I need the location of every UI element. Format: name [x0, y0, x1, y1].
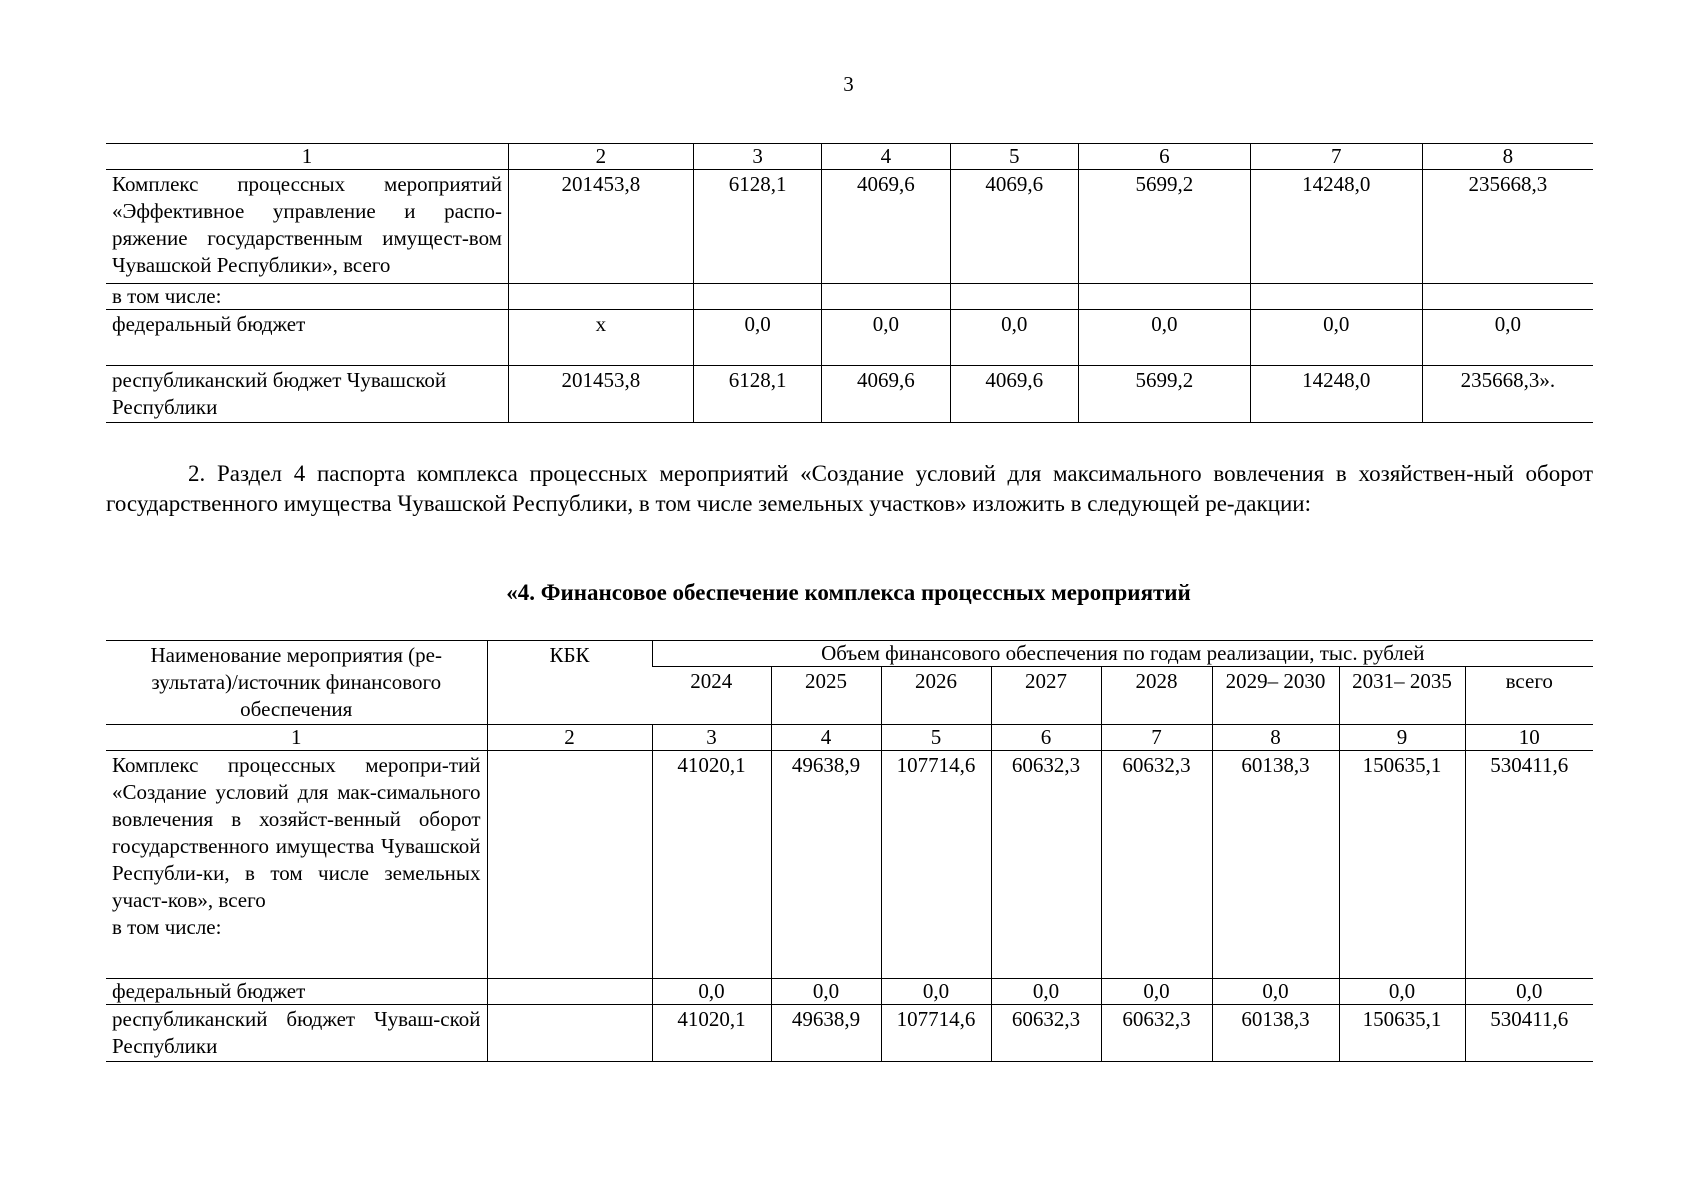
table-cell: 41020,1 — [652, 1005, 771, 1062]
table-cell: 0,0 — [1250, 310, 1422, 366]
table-cell: 0,0 — [1422, 310, 1593, 366]
table-cell: 0,0 — [881, 979, 991, 1005]
table-cell — [693, 284, 821, 310]
table-cell: 0,0 — [771, 979, 881, 1005]
table-cell: 60632,3 — [1101, 1005, 1212, 1062]
page-number: 3 — [843, 72, 854, 96]
table-cell: 14248,0 — [1250, 170, 1422, 284]
table-cell: 0,0 — [652, 979, 771, 1005]
year-header: 2024 — [652, 667, 771, 725]
table-row — [106, 310, 1593, 366]
row-label: Комплекс процессных мероприятий «Эффективное управление и распо-ряжение государственным имущест-вом Чувашской Республики», всего — [106, 170, 508, 284]
table-cell: 6128,1 — [693, 366, 821, 423]
table-cell: 4069,6 — [950, 170, 1078, 284]
table-cell: 0,0 — [1465, 979, 1593, 1005]
table1-header-row — [106, 144, 1593, 170]
column-number: 7 — [1101, 725, 1212, 751]
table-row — [106, 366, 1593, 423]
table-row — [106, 751, 1593, 979]
kbk-cell — [487, 979, 652, 1005]
column-number: 6 — [991, 725, 1101, 751]
table-cell: 60138,3 — [1212, 751, 1339, 979]
row-label: в том числе: — [106, 284, 508, 310]
table-cell: 0,0 — [1339, 979, 1465, 1005]
table-cell: 530411,6 — [1465, 751, 1593, 979]
table-cell: 4069,6 — [822, 170, 950, 284]
table-cell: 235668,3». — [1422, 366, 1593, 423]
column-number: 2 — [487, 725, 652, 751]
table-cell: 60632,3 — [991, 1005, 1101, 1062]
table-cell: 107714,6 — [881, 751, 991, 979]
table-cell: 4069,6 — [822, 366, 950, 423]
total-header: всего — [1465, 667, 1593, 725]
table-cell: 0,0 — [1101, 979, 1212, 1005]
table-cell: 150635,1 — [1339, 1005, 1465, 1062]
table-cell: 235668,3 — [1422, 170, 1593, 284]
year-header: 2029– 2030 — [1212, 667, 1339, 725]
table1-col-number: 1 — [106, 144, 508, 170]
table-cell: 60632,3 — [991, 751, 1101, 979]
table-row — [106, 1005, 1593, 1062]
column-number: 4 — [771, 725, 881, 751]
row-sublabel: в том числе: — [112, 915, 222, 939]
year-header: 2028 — [1101, 667, 1212, 725]
kbk-cell — [487, 751, 652, 979]
table-cell: 530411,6 — [1465, 1005, 1593, 1062]
table-cell: 0,0 — [1078, 310, 1250, 366]
row-label: федеральный бюджет — [106, 979, 487, 1005]
table1-col-number: 2 — [508, 144, 693, 170]
table-cell: 107714,6 — [881, 1005, 991, 1062]
column-number: 9 — [1339, 725, 1465, 751]
table-cell: 0,0 — [991, 979, 1101, 1005]
table1-col-number: 8 — [1422, 144, 1593, 170]
table1-col-number: 4 — [822, 144, 950, 170]
table1-col-number: 3 — [693, 144, 821, 170]
row-label: республиканский бюджет Чуваш-ской Республики — [106, 1005, 487, 1062]
table-cell: 4069,6 — [950, 366, 1078, 423]
name-column-header: Наименование мероприятия (ре-зультата)/источник финансового обеспечения — [106, 641, 487, 725]
table-cell: 60138,3 — [1212, 1005, 1339, 1062]
funding-table-previous — [106, 143, 1593, 423]
year-header: 2025 — [771, 667, 881, 725]
table-cell — [822, 284, 950, 310]
table-cell: х — [508, 310, 693, 366]
table-cell — [950, 284, 1078, 310]
column-number: 1 — [106, 725, 487, 751]
table-cell: 49638,9 — [771, 1005, 881, 1062]
table-cell: 41020,1 — [652, 751, 771, 979]
kbk-column-header: КБК — [487, 641, 652, 725]
column-number: 10 — [1465, 725, 1593, 751]
table-cell: 0,0 — [1212, 979, 1339, 1005]
kbk-cell — [487, 1005, 652, 1062]
table-cell: 0,0 — [693, 310, 821, 366]
row-label: федеральный бюджет — [106, 310, 508, 366]
amendment-paragraph: 2. Раздел 4 паспорта комплекса процессных мероприятий «Создание условий для максимального вовлечения в хозяйствен-ный оборот государственного имущества Чувашской Республики, в том числе земельных участков» изложить в следующей ре-дакции: — [106, 461, 1593, 516]
table2-header-row — [106, 641, 1593, 667]
table-cell: 6128,1 — [693, 170, 821, 284]
row-label-cell — [106, 751, 487, 979]
table1-col-number: 7 — [1250, 144, 1422, 170]
table-cell: 49638,9 — [771, 751, 881, 979]
column-number: 3 — [652, 725, 771, 751]
section-title: «4. Финансовое обеспечение комплекса процессных мероприятий — [506, 580, 1191, 605]
table-cell — [1078, 284, 1250, 310]
table-cell: 5699,2 — [1078, 170, 1250, 284]
table-row — [106, 979, 1593, 1005]
table-cell: 150635,1 — [1339, 751, 1465, 979]
column-number: 5 — [881, 725, 991, 751]
table-cell: 5699,2 — [1078, 366, 1250, 423]
table-cell: 0,0 — [822, 310, 950, 366]
year-header: 2027 — [991, 667, 1101, 725]
funding-table-new — [106, 640, 1593, 1062]
table1-col-number: 5 — [950, 144, 1078, 170]
table-cell — [1422, 284, 1593, 310]
row-label: Комплекс процессных меропри-тий «Создание условий для мак-симального вовлечения в хозяйст-венный оборот государственного имущества Чувашской Республи-ки, в том числе земельных участ-ков», всего — [112, 753, 481, 912]
table-cell: 0,0 — [950, 310, 1078, 366]
table-cell — [1250, 284, 1422, 310]
table-cell — [508, 284, 693, 310]
table-cell: 14248,0 — [1250, 366, 1422, 423]
year-header: 2026 — [881, 667, 991, 725]
table-row — [106, 170, 1593, 284]
table-cell: 201453,8 — [508, 170, 693, 284]
volume-header: Объем финансового обеспечения по годам реализации, тыс. рублей — [652, 641, 1593, 667]
table1-col-number: 6 — [1078, 144, 1250, 170]
row-label: республиканский бюджет Чувашской Республики — [106, 366, 508, 423]
table-cell: 60632,3 — [1101, 751, 1212, 979]
table-row — [106, 284, 1593, 310]
table-cell: 201453,8 — [508, 366, 693, 423]
table2-number-row — [106, 725, 1593, 751]
year-header: 2031– 2035 — [1339, 667, 1465, 725]
column-number: 8 — [1212, 725, 1339, 751]
